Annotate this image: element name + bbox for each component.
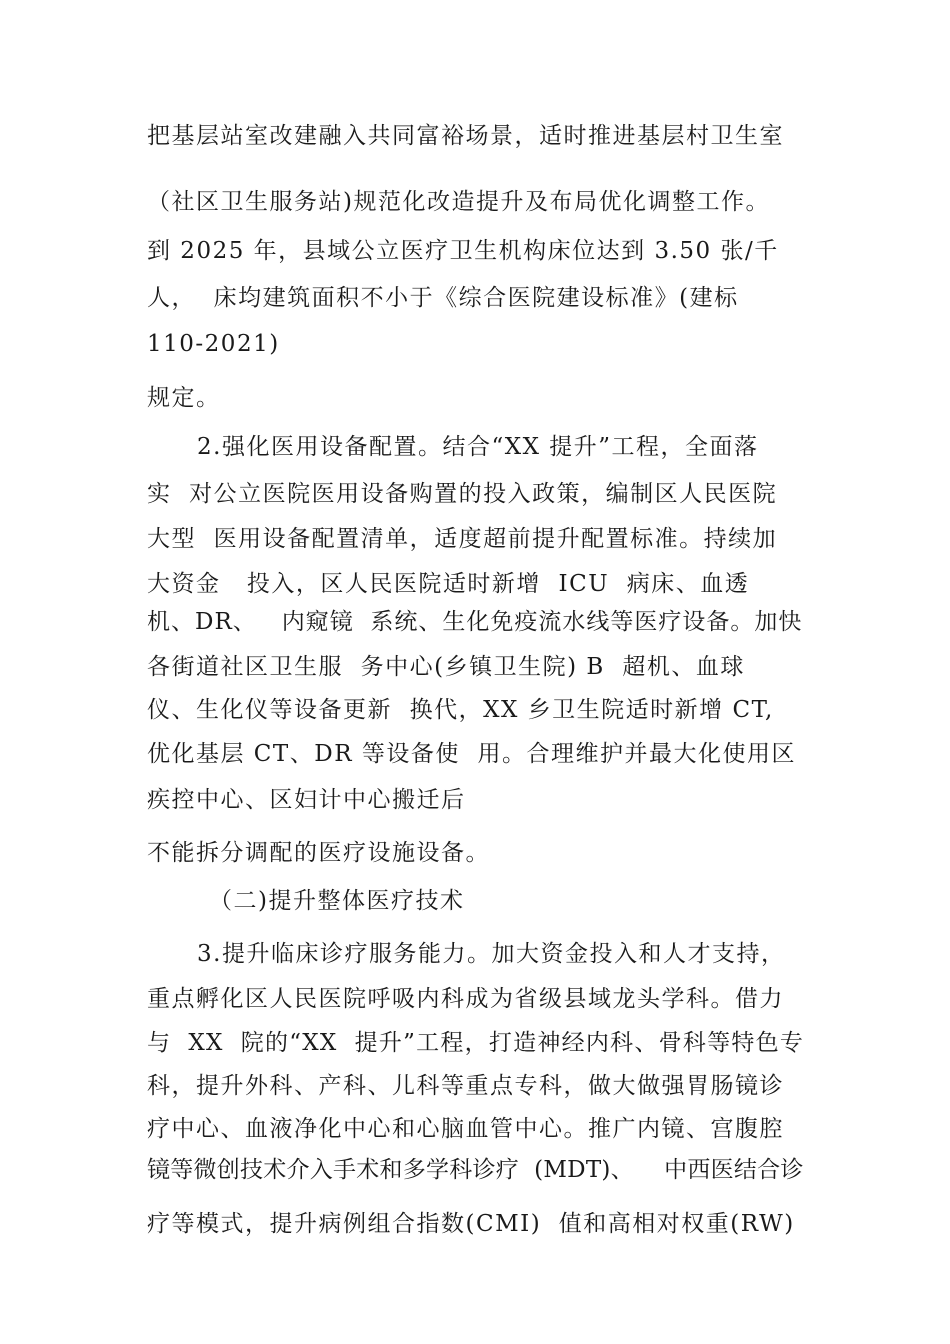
paragraph-line: 110-2021) (147, 331, 280, 357)
paragraph-line: 镜等微创技术介入手术和多学科诊疗 (MDT)、 中西医结合诊 (147, 1157, 804, 1183)
paragraph-line: 大型 医用设备配置清单，适度超前提升配置标准。持续加 (147, 526, 778, 552)
paragraph-line: 把基层站室改建融入共同富裕场景，适时推进基层村卫生室 (147, 123, 784, 149)
paragraph-line: （社区卫生服务站)规范化改造提升及布局优化调整工作。 (147, 189, 770, 215)
paragraph-line: 实 对公立医院医用设备购置的投入政策，编制区人民医院 (147, 481, 778, 507)
paragraph-line: 3.提升临床诊疗服务能力。加大资金投入和人才支持， (197, 941, 786, 967)
paragraph-line: 疗等模式，提升病例组合指数(CMI) 值和高相对权重(RW) (147, 1211, 795, 1237)
section-heading: （二)提升整体医疗技术 (209, 888, 465, 914)
paragraph-line: 不能拆分调配的医疗设施设备。 (147, 840, 490, 866)
paragraph-line: 规定。 (147, 385, 221, 411)
paragraph-line: 仪、生化仪等设备更新 换代，XX 乡卫生院适时新增 CT, (147, 697, 774, 723)
paragraph-line: 科，提升外科、产科、儿科等重点专科，做大做强胃肠镜诊 (147, 1073, 784, 1099)
paragraph-line: 疗中心、血液净化中心和心脑血管中心。推广内镜、宫腹腔 (147, 1116, 784, 1142)
paragraph-line: 重点孵化区人民医院呼吸内科成为省级县域龙头学科。借力 (147, 986, 784, 1012)
paragraph-line: 各街道社区卫生服 务中心(乡镇卫生院) B 超机、血球 (147, 654, 745, 680)
paragraph-line: 疾控中心、区妇计中心搬迁后 (147, 787, 466, 813)
paragraph-line: 到 2025 年，县域公立医疗卫生机构床位达到 3.50 张/千 (147, 238, 779, 264)
paragraph-line: 大资金 投入，区人民医院适时新增 ICU 病床、血透 (147, 571, 750, 597)
paragraph-line: 人， 床均建筑面积不小于《综合医院建设标准》(建标 (147, 285, 739, 311)
paragraph-line: 2.强化医用设备配置。结合“XX 提升”工程，全面落 (197, 434, 759, 460)
paragraph-line: 优化基层 CT、DR 等设备使 用。合理维护并最大化使用区 (147, 741, 796, 767)
paragraph-line: 与 XX 院的“XX 提升”工程，打造神经内科、骨科等特色专 (147, 1030, 805, 1056)
paragraph-line: 机、DR、 内窥镜 系统、生化免疫流水线等医疗设备。加快 (147, 609, 803, 635)
